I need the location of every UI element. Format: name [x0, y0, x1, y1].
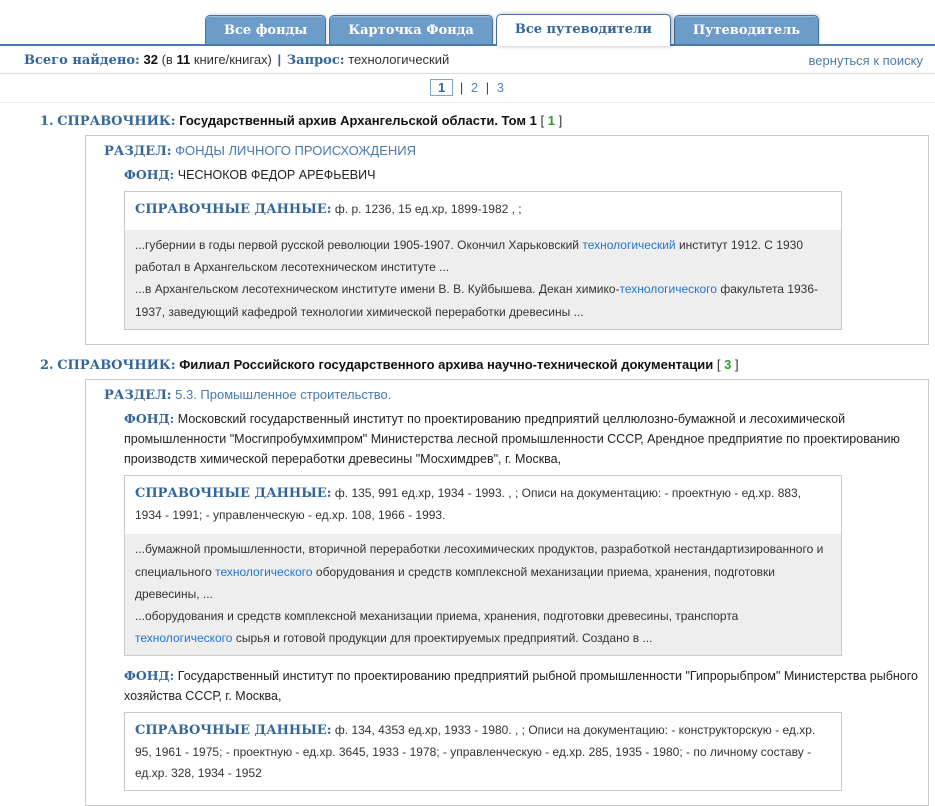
handbook-label: СПРАВОЧНИК:	[57, 114, 176, 129]
refdata-line	[125, 192, 841, 228]
query-value: технологический	[348, 52, 450, 67]
bracket-close: ]	[731, 356, 739, 372]
snippet-line	[135, 538, 831, 605]
snippet-line	[135, 605, 831, 649]
result-box	[85, 135, 929, 345]
refdata-text: ф. р. 1236, 15 ед.хр, 1899-1982 , ;	[334, 202, 522, 216]
results-summary-row	[0, 46, 935, 74]
result-number: 2.	[40, 357, 54, 373]
page-current[interactable]: 1	[430, 79, 453, 96]
results-list	[0, 103, 935, 806]
fund-label: ФОНД:	[124, 410, 175, 426]
result-header	[0, 113, 935, 129]
section-link[interactable]: 5.3. Промышленное строительство.	[175, 386, 392, 402]
refdata-text: ф. 134, 4353 ед.хр, 1933 - 1980. , ; Описи на документацию: - конструкторскую - ед.хр. 95, 1961 - 1975; - проектную - ед.хр. 3645, 1933 - 1978; - управленческую - ед.хр. 285, 1935 - 1980; - по личному составу - ед.хр. 328, 1934 - 1952	[135, 723, 816, 780]
fund-data-box	[124, 475, 842, 656]
fund-name: ЧЕСНОКОВ ФЕДОР АРЕФЬЕВИЧ	[177, 168, 376, 182]
tab-4[interactable]: Путеводитель	[674, 15, 819, 44]
books-count: 11	[176, 52, 191, 67]
result-header	[0, 357, 935, 373]
section-line	[104, 387, 926, 403]
snippet-text: ...бумажной промышленности, вторичной переработки лесохимических продуктов, разработкой нестандартизированного и специального	[135, 542, 824, 579]
query-label: Запрос:	[286, 53, 345, 68]
in-open-text: (в	[161, 52, 173, 67]
snippet-line	[135, 234, 831, 278]
snippet-text: оборудования и средств комплексной механизации приема, хранения, подготовки древесины, ...	[135, 564, 775, 601]
search-result	[0, 357, 935, 806]
handbook-label: СПРАВОЧНИК:	[57, 357, 176, 373]
found-count: 32	[143, 52, 158, 67]
page-link-3[interactable]: 3	[496, 80, 504, 95]
section-label: РАЗДЕЛ:	[104, 387, 172, 403]
result-count: 1	[547, 113, 555, 128]
bracket-open: [	[540, 113, 548, 128]
fund-label: ФОНД:	[124, 167, 175, 182]
snippet-text: факультета 1936-1937, заведующий кафедрой технологии химической переработки древесины ...	[135, 282, 818, 319]
snippet-line	[135, 278, 831, 322]
back-to-search-link[interactable]: вернуться к поиску	[808, 52, 923, 68]
results-summary	[24, 52, 449, 68]
snippet-text: ...в Архангельском лесотехническом институте имени В. В. Куйбышева. Декан химико-	[135, 282, 620, 297]
highlight-term: технологического	[619, 282, 717, 297]
fund-name: Государственный институт по проектированию предприятий рыбной промышленности "Гипрорыбпром" Министерства рыбного хозяйства СССР, г. Москва,	[124, 669, 918, 704]
snippet-text: сырья и готовой продукции для проектируемых предприятий. Создано в ...	[232, 631, 653, 646]
tabs-container	[205, 14, 935, 44]
snippet-text: ...губернии в годы первой русской революции 1905-1907. Окончил Харьковский	[135, 238, 583, 253]
fund-line	[124, 409, 926, 469]
section-line	[104, 143, 926, 159]
tab-1[interactable]: Все фонды	[205, 15, 326, 44]
snippets-block	[125, 532, 841, 655]
summary-separator: |	[277, 52, 282, 67]
bracket-open: [	[716, 356, 725, 372]
fund-data-box	[124, 712, 842, 791]
page-separator: |	[459, 80, 464, 95]
highlight-term: технологического	[215, 564, 313, 579]
pagination	[0, 74, 935, 103]
tab-2[interactable]: Карточка Фонда	[329, 15, 493, 44]
fund-data-box	[124, 191, 842, 330]
page-separator: |	[485, 80, 490, 95]
bracket-close: ]	[554, 113, 563, 128]
refdata-text: ф. 135, 991 ед.хр, 1934 - 1993. , ; Описи на документацию: - проектную - ед.хр. 883, 1934 - 1991; - управленческую - ед.хр. 108, 1966 - 1993.	[135, 485, 802, 522]
snippets-block	[125, 228, 841, 329]
tab-bar	[0, 0, 935, 46]
page-link-2[interactable]: 2	[470, 80, 479, 95]
refdata-label: СПРАВОЧНЫЕ ДАННЫЕ:	[135, 202, 332, 217]
result-box	[85, 379, 929, 806]
section-link[interactable]: ФОНДЫ ЛИЧНОГО ПРОИСХОЖДЕНИЯ	[175, 143, 417, 158]
in-close-text: книге/книгах)	[193, 52, 272, 67]
result-title: Филиал Российского государственного архива научно-технической документации	[179, 356, 714, 372]
result-number: 1.	[40, 114, 54, 129]
snippet-text: институт 1912. С 1930 работал в Архангельском лесотехническом институте ...	[135, 238, 803, 275]
fund-label: ФОНД:	[124, 668, 175, 684]
refdata-label: СПРАВОЧНЫЕ ДАННЫЕ:	[135, 485, 332, 501]
section-label: РАЗДЕЛ:	[104, 144, 172, 159]
result-title: Государственный архив Архангельской области. Том 1	[179, 113, 537, 128]
found-label: Всего найдено:	[24, 53, 140, 68]
refdata-label: СПРАВОЧНЫЕ ДАННЫЕ:	[135, 723, 332, 739]
tab-3[interactable]: Все путеводители	[496, 14, 671, 46]
result-count: 3	[724, 356, 732, 372]
search-result	[0, 113, 935, 345]
snippet-text: ...оборудования и средств комплексной механизации приема, хранения, подготовки древесины, транспорта	[135, 608, 739, 623]
highlight-term: технологического	[135, 631, 233, 646]
refdata-line	[125, 713, 841, 790]
fund-line	[124, 666, 926, 706]
refdata-line	[125, 476, 841, 532]
fund-line	[124, 165, 926, 185]
highlight-term: технологический	[582, 238, 676, 253]
fund-name: Московский государственный институт по проектированию предприятий целлюлозно-бумажной и лесохимической промышленности "Мосгипробумхимпром" Министерства лесной промышленности СССР, Арендное предприятие по проектированию производств химической переработки древесины "Мосхимдрев", г. Москва,	[124, 411, 900, 466]
